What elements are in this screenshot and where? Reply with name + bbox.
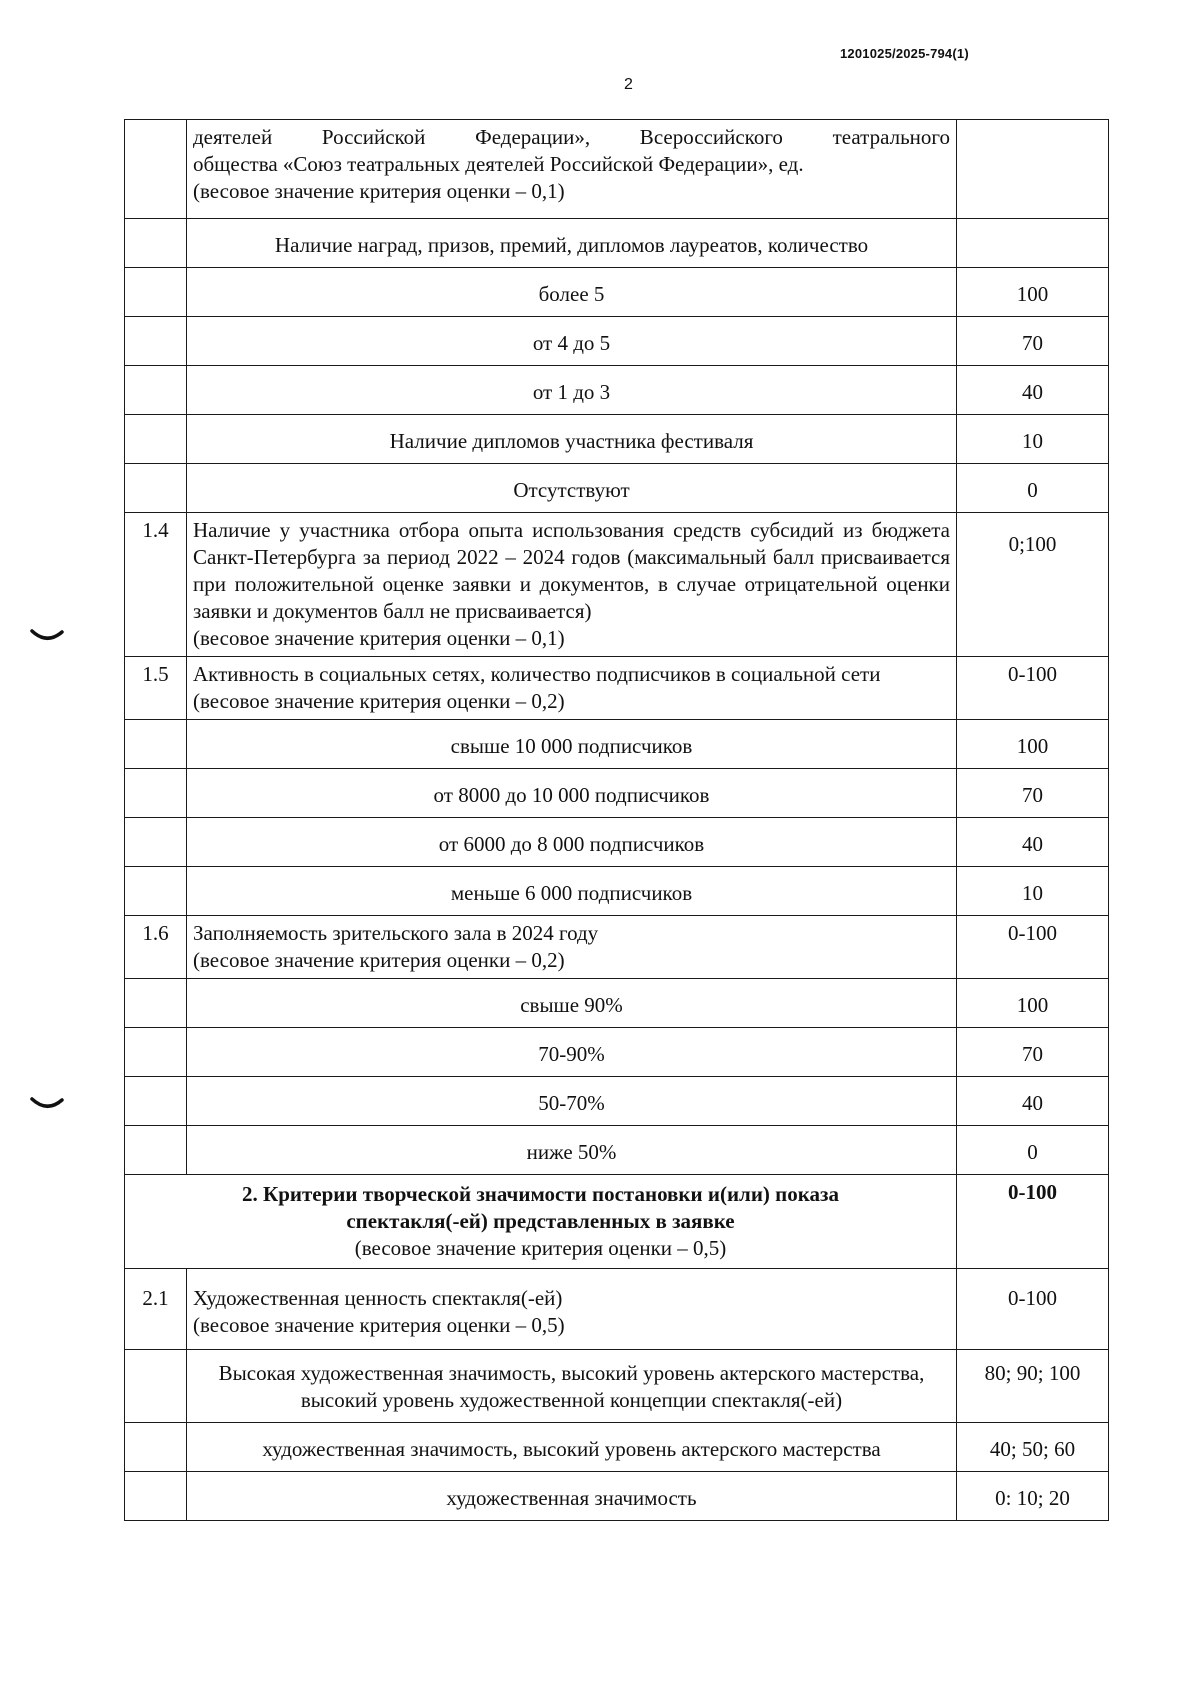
option-score: 0: 10; 20 xyxy=(957,1472,1109,1521)
criterion-text xyxy=(187,916,957,979)
page-number: 2 xyxy=(624,76,633,93)
staple-mark-icon xyxy=(30,627,64,643)
table-row xyxy=(125,1126,1109,1175)
criterion-weight: (весовое значение критерия оценки – 0,2) xyxy=(193,689,565,713)
criterion-text xyxy=(187,513,957,657)
criterion-score: 0-100 xyxy=(957,916,1109,979)
option-score: 70 xyxy=(957,769,1109,818)
option-score: 100 xyxy=(957,720,1109,769)
criterion-subheading: Наличие наград, призов, премий, дипломов лауреатов, количество xyxy=(187,219,957,268)
table-row xyxy=(125,867,1109,916)
option-label: от 6000 до 8 000 подписчиков xyxy=(187,818,957,867)
section-weight: (весовое значение критерия оценки – 0,5) xyxy=(354,1236,727,1260)
option-score xyxy=(957,219,1109,268)
criterion-description: Наличие у участника отбора опыта использования средств субсидий из бюджета Санкт-Петербурга за период 2022 – 2024 годов (максимальный балл присваивается при положительной оценке заявки и документов, в случае отрицательной оценки заявки и документов балл не присваивается) xyxy=(193,518,950,623)
table-row xyxy=(125,415,1109,464)
table-row xyxy=(125,120,1109,219)
criterion-number xyxy=(125,120,187,219)
option-label: художественная значимость, высокий уровень актерского мастерства xyxy=(187,1423,957,1472)
criterion-description: Художественная ценность спектакля(-ей) xyxy=(193,1286,563,1310)
option-label: Отсутствуют xyxy=(187,464,957,513)
table-row xyxy=(125,1423,1109,1472)
criterion-number: 1.6 xyxy=(125,916,187,979)
table-row xyxy=(125,1350,1109,1423)
option-label: от 8000 до 10 000 подписчиков xyxy=(187,769,957,818)
table-row xyxy=(125,1269,1109,1350)
criterion-score: 0-100 xyxy=(957,1269,1109,1350)
option-score: 0 xyxy=(957,1126,1109,1175)
section-title: 2. Критерии творческой значимости постановки и(или) показа спектакля(-ей) представленных в заявке xyxy=(241,1182,839,1233)
table-row xyxy=(125,657,1109,720)
criterion-weight: (весовое значение критерия оценки – 0,1) xyxy=(193,179,565,203)
table-row xyxy=(125,268,1109,317)
option-label: Высокая художественная значимость, высокий уровень актерского мастерства, высокий уровень художественной концепции спектакля(-ей) xyxy=(187,1350,957,1423)
option-score: 100 xyxy=(957,979,1109,1028)
criterion-score: 0;100 xyxy=(957,513,1109,657)
option-label: свыше 10 000 подписчиков xyxy=(187,720,957,769)
table-row xyxy=(125,916,1109,979)
option-label: 50-70% xyxy=(187,1077,957,1126)
criterion-text xyxy=(187,657,957,720)
criterion-line: общества «Союз театральных деятелей Российской Федерации», ед. xyxy=(193,152,804,176)
option-score: 40 xyxy=(957,818,1109,867)
table-row xyxy=(125,1472,1109,1521)
option-score: 40 xyxy=(957,1077,1109,1126)
table-row xyxy=(125,464,1109,513)
criterion-text xyxy=(187,120,957,219)
option-label: 70-90% xyxy=(187,1028,957,1077)
criteria-table xyxy=(124,119,1109,1521)
table-row xyxy=(125,1077,1109,1126)
table-row xyxy=(125,979,1109,1028)
option-label: художественная значимость xyxy=(187,1472,957,1521)
option-score: 40; 50; 60 xyxy=(957,1423,1109,1472)
option-score: 70 xyxy=(957,1028,1109,1077)
section-score: 0-100 xyxy=(957,1175,1109,1269)
option-score: 10 xyxy=(957,415,1109,464)
criterion-line: деятелей Российской Федерации», Всероссийского театрального xyxy=(193,125,950,149)
criterion-number: 1.5 xyxy=(125,657,187,720)
option-score: 70 xyxy=(957,317,1109,366)
criterion-number: 1.4 xyxy=(125,513,187,657)
option-label: ниже 50% xyxy=(187,1126,957,1175)
option-score: 100 xyxy=(957,268,1109,317)
option-score: 10 xyxy=(957,867,1109,916)
option-label: от 1 до 3 xyxy=(187,366,957,415)
section-heading xyxy=(125,1175,957,1269)
option-label: свыше 90% xyxy=(187,979,957,1028)
option-score: 80; 90; 100 xyxy=(957,1350,1109,1423)
criterion-description: Заполняемость зрительского зала в 2024 году xyxy=(193,921,599,945)
criterion-description: Активность в социальных сетях, количество подписчиков в социальной сети xyxy=(193,662,881,686)
document-registration-number: 1201025/2025-794(1) xyxy=(840,46,969,61)
option-score: 0 xyxy=(957,464,1109,513)
criterion-weight: (весовое значение критерия оценки – 0,1) xyxy=(193,626,565,650)
table-row xyxy=(125,769,1109,818)
staple-mark-icon xyxy=(30,1095,64,1111)
table-row xyxy=(125,818,1109,867)
table-row xyxy=(125,513,1109,657)
option-label: Наличие дипломов участника фестиваля xyxy=(187,415,957,464)
criterion-weight: (весовое значение критерия оценки – 0,5) xyxy=(193,1313,565,1337)
table-row xyxy=(125,317,1109,366)
table-row xyxy=(125,1175,1109,1269)
criterion-score xyxy=(957,120,1109,219)
option-label: от 4 до 5 xyxy=(187,317,957,366)
table-row xyxy=(125,219,1109,268)
table-row xyxy=(125,1028,1109,1077)
table-row xyxy=(125,366,1109,415)
criterion-score: 0-100 xyxy=(957,657,1109,720)
criterion-weight: (весовое значение критерия оценки – 0,2) xyxy=(193,948,565,972)
criterion-text xyxy=(187,1269,957,1350)
option-label: более 5 xyxy=(187,268,957,317)
table-row xyxy=(125,720,1109,769)
option-label: меньше 6 000 подписчиков xyxy=(187,867,957,916)
option-score: 40 xyxy=(957,366,1109,415)
criterion-number: 2.1 xyxy=(125,1269,187,1350)
